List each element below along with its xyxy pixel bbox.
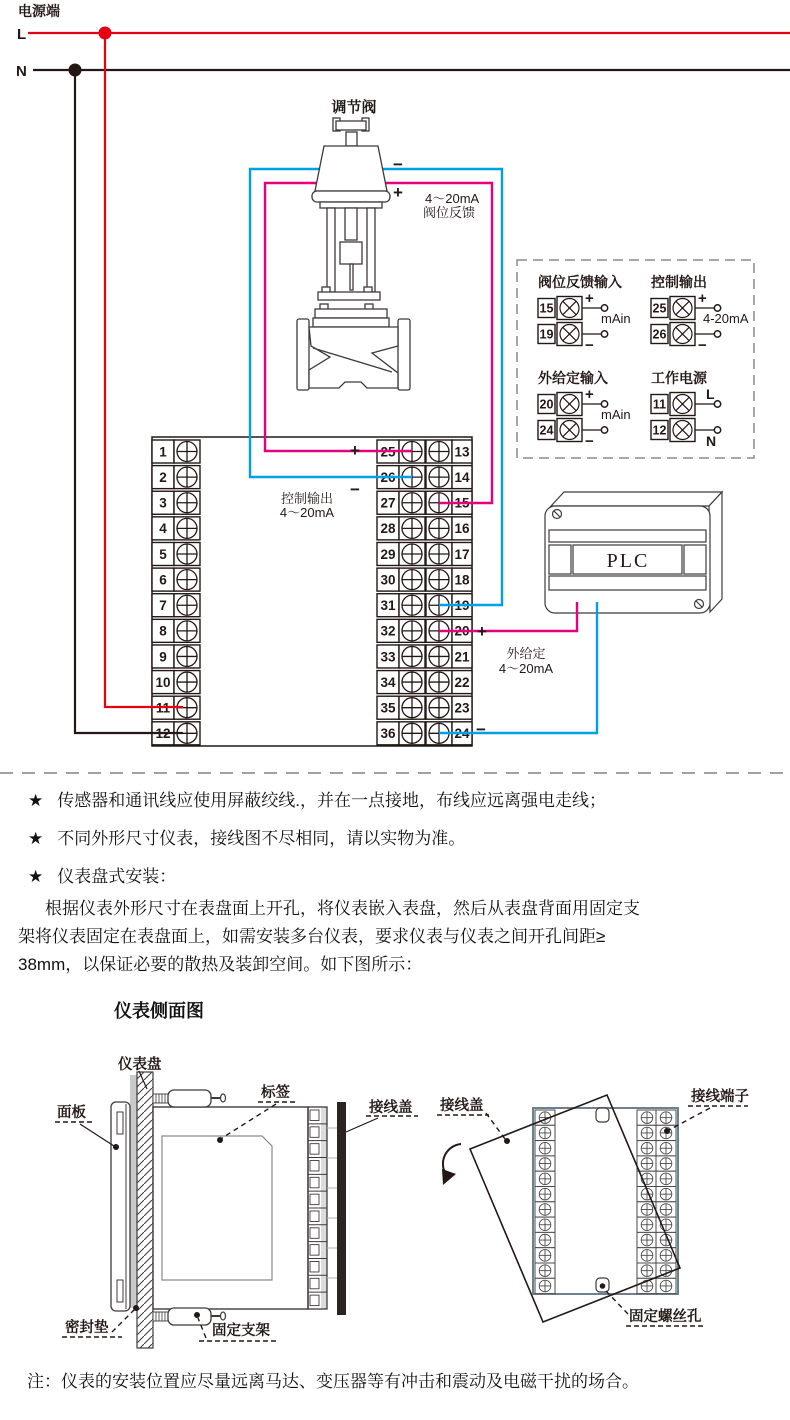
legend-terminal-11-label: 11: [652, 397, 667, 412]
stack-screw-cell: [310, 1245, 319, 1256]
valve-minus-sign: −: [393, 155, 403, 174]
valve-stem-upper: [345, 208, 357, 240]
bonnet-plate-1: [315, 309, 387, 318]
neutral-label: N: [16, 63, 27, 80]
terminal-34-label: 34: [380, 674, 396, 690]
terminal-21-label: 21: [454, 649, 470, 665]
actuator-base: [312, 191, 390, 202]
terminal-24-label: 24: [454, 726, 470, 742]
yoke-column-left: [327, 208, 335, 292]
legend-terminal-15-label: 15: [539, 301, 554, 316]
label-area: [162, 1136, 272, 1280]
bullet-3: [28, 865, 768, 888]
pipe-flange-left: [297, 319, 309, 390]
terminal-11-label: 11: [155, 700, 171, 716]
legend-group-3: [651, 370, 721, 449]
star-icon: ★: [28, 791, 44, 810]
legend-tag-11: L: [706, 386, 715, 402]
terminal-36-label: 36: [380, 726, 396, 742]
handwheel-bar: [336, 121, 366, 130]
legend-title-3: 工作电源: [651, 370, 707, 386]
yoke-top-plate: [320, 202, 382, 208]
gasket-callout-leader: [112, 1310, 134, 1332]
terminal-4-label: 4: [159, 521, 167, 537]
legend-terminal-19-label: 19: [539, 327, 554, 342]
paragraph-line-1: 根据仪表外形尺寸在表盘面上开孔，将仪表嵌入表盘，然后从表盘背面用固定支: [45, 899, 640, 918]
cover-callout-right: 接线盖: [440, 1098, 484, 1114]
terminal-cover-bar: [337, 1102, 346, 1315]
legend-lead-end-26: [714, 331, 720, 337]
mounting-bracket-bottom: [168, 1308, 211, 1325]
hanging-hole-top: [596, 1108, 609, 1122]
feedback-label-1: 4～20mA: [425, 191, 480, 206]
ctrl-minus-sign: −: [350, 480, 360, 499]
front-callout-leader: [80, 1124, 114, 1146]
bezel-slot-bottom: [117, 1280, 123, 1302]
stack-screw-cell: [310, 1211, 319, 1222]
terminal-35-label: 35: [380, 700, 396, 716]
panel-callout: 仪表盘: [118, 1057, 162, 1073]
rear-view: [437, 1088, 749, 1326]
terminal-10-label: 10: [155, 674, 171, 690]
legend-side-label-2: mAin: [601, 407, 631, 422]
terminal-5-label: 5: [159, 546, 167, 562]
panel-wall-hatch: [137, 1072, 153, 1348]
stack-screw-cell: [310, 1127, 319, 1138]
bullet-1: [28, 789, 768, 812]
install-paragraph: [18, 895, 778, 979]
plc-left-block: [549, 545, 571, 574]
gasket-strip: [130, 1075, 137, 1308]
terminal-32-label: 32: [380, 623, 396, 639]
bullet-1-text: 传感器和通讯线应使用屏蔽绞线.，并在一点接地，布线应远离强电走线；: [57, 791, 606, 810]
plc-label: PLC: [606, 550, 650, 572]
legend-group-1: [651, 274, 749, 354]
legend-terminal-24-label: 24: [539, 423, 554, 438]
live-label: L: [17, 26, 27, 43]
screw-hole-dot: [600, 1283, 606, 1289]
stack-screw-cell: [310, 1144, 319, 1155]
terminal-33-label: 33: [380, 649, 396, 665]
legend-tag-15: +: [585, 290, 594, 307]
terminal-29-label: 29: [380, 546, 396, 562]
legend-lead-end-11: [714, 401, 720, 407]
legend-terminal-20-label: 20: [539, 397, 554, 412]
stack-screw-cell: [310, 1228, 319, 1239]
terminal-1-label: 1: [159, 444, 167, 460]
legend-tag-24: −: [585, 433, 594, 450]
legend-title-0: 阀位反馈输入: [538, 274, 622, 290]
legend-side-label-0: mAin: [601, 311, 631, 326]
legend-terminal-12-label: 12: [652, 423, 667, 438]
stack-screw-cell: [310, 1295, 319, 1306]
bracket-screw-head-top: [221, 1094, 226, 1102]
screw-hole-callout: 固定螺丝孔: [629, 1309, 702, 1325]
legend-group-0: [538, 274, 631, 354]
plc-top-face: [551, 492, 722, 506]
terminal-22-label: 22: [454, 674, 470, 690]
stack-screw-cell: [310, 1261, 319, 1272]
stem-coupling: [340, 242, 362, 264]
legend-side-label-1: 4-20mA: [703, 311, 749, 326]
terminal-8-label: 8: [159, 623, 167, 639]
legend-terminal-25-label: 25: [652, 301, 667, 316]
plc-box: [545, 492, 722, 613]
terminal-25-label: 25: [380, 444, 396, 460]
terminal-16-label: 16: [454, 521, 470, 537]
ctrl-plus-sign: +: [350, 441, 360, 460]
bullet-2: [28, 827, 768, 850]
terminal-12-label: 12: [155, 726, 171, 742]
plc-right-face: [709, 492, 722, 612]
bullet-3-text: 仪表盘式安装：: [57, 867, 177, 886]
terminal-17-label: 17: [454, 546, 470, 562]
bracket-callout: 固定支架: [212, 1323, 270, 1339]
stack-screw-cell: [310, 1194, 319, 1205]
legend-title-2: 外给定输入: [538, 370, 608, 386]
terminal-31-label: 31: [380, 598, 396, 614]
gasket-callout: 密封垫: [65, 1320, 109, 1336]
rotation-arrow-head: [442, 1169, 456, 1185]
terminal-callout-dot: [664, 1128, 670, 1134]
valve-plus-sign: +: [393, 183, 403, 202]
legend-tag-19: −: [585, 337, 594, 354]
legend-terminal-26-label: 26: [652, 327, 667, 342]
tag-callout: 标签: [261, 1085, 290, 1101]
terminal-28-label: 28: [380, 521, 396, 537]
front-callout-dot: [113, 1144, 119, 1150]
terminal-20-label: 20: [454, 623, 470, 639]
legend-tag-25: +: [698, 290, 707, 307]
terminal-6-label: 6: [159, 572, 167, 588]
terminal-27-label: 27: [380, 495, 396, 511]
bracket-thread-top: [153, 1094, 168, 1103]
terminal-3-label: 3: [159, 495, 167, 511]
plc-top-strip: [549, 530, 706, 542]
cover-callout-left: 接线盖: [369, 1100, 413, 1116]
terminal-13-label: 13: [454, 444, 470, 460]
side-view-heading: 仪表侧面图: [114, 1001, 204, 1021]
mounting-bracket-top: [168, 1090, 211, 1107]
legend-groups: [538, 274, 749, 450]
star-icon: ★: [28, 867, 44, 886]
terminal-2-label: 2: [159, 469, 167, 485]
bezel-slot-top: [117, 1112, 123, 1134]
ext-minus-sign: −: [476, 720, 486, 739]
terminal-19-label: 19: [454, 598, 470, 614]
bracket-callout-dot: [194, 1312, 200, 1318]
feedback-label-2: 阀位反馈: [423, 205, 476, 220]
valve-title: 调节阀: [331, 99, 377, 116]
stack-screw-cell: [310, 1160, 319, 1171]
terminal-callout: 接线端子: [691, 1089, 749, 1105]
ctrl-label-2: 4～20mA: [279, 505, 335, 520]
handwheel-stem: [346, 132, 357, 146]
bonnet-plate-2: [313, 318, 389, 327]
plc-bottom-strip: [549, 576, 706, 590]
terminal-block: [152, 437, 472, 746]
cover-callout-right-leader: [486, 1113, 505, 1139]
legend-tag-12: N: [706, 433, 717, 449]
terminal-7-label: 7: [159, 598, 167, 614]
paragraph-line-2: 架将仪表固定在表盘面上，如需安装多台仪表，要求仪表与仪表之间开孔间距≥: [18, 927, 606, 946]
footnote: 注：仪表的安装位置应尽量远离马达、变压器等有冲击和震动及电磁干扰的场合。: [27, 1372, 639, 1391]
cover-callout-right-dot: [504, 1138, 510, 1144]
front-callout: 面板: [57, 1105, 86, 1121]
legend-lead-end-24: [601, 427, 607, 433]
legend-title-1: 控制输出: [651, 274, 707, 290]
valve-stem-lower: [350, 264, 353, 290]
pipe-flange-right: [398, 319, 410, 390]
terminal-30-label: 30: [380, 572, 396, 588]
bracket-screw-head-bottom: [221, 1312, 226, 1320]
terminal-23-label: 23: [454, 700, 470, 716]
ext-plus-sign: +: [477, 622, 487, 641]
legend-tag-26: −: [698, 337, 707, 354]
yoke-bottom-plate: [318, 292, 380, 300]
legend-lead-end-19: [601, 331, 607, 337]
yoke-column-right: [367, 208, 375, 292]
side-view: [55, 1055, 418, 1348]
cover-callout-left-leader: [346, 1118, 378, 1132]
control-valve: [297, 98, 410, 390]
paragraph-line-3: 38mm，以保证必要的散热及装卸空间。如下图所示：: [18, 955, 423, 974]
actuator-housing: [315, 146, 387, 191]
ctrl-label-1: 控制输出: [280, 491, 334, 506]
bracket-thread-bottom: [153, 1312, 168, 1321]
terminal-26-label: 26: [380, 469, 396, 485]
terminal-18-label: 18: [454, 572, 470, 588]
notes-bullets: [28, 789, 768, 903]
gasket-callout-dot: [133, 1305, 139, 1311]
ext-label-1: 外给定: [506, 646, 546, 661]
stack-screw-cell: [310, 1110, 319, 1121]
terminal-9-label: 9: [159, 649, 167, 665]
legend-group-2: [538, 370, 631, 450]
legend-tag-20: +: [585, 386, 594, 403]
cover-ladder: [327, 1128, 337, 1278]
terminal-legend: [517, 260, 754, 458]
terminal-15-label: 15: [454, 495, 470, 511]
valve-body: [309, 327, 398, 388]
plc-right-block: [684, 545, 706, 574]
ext-label-2: 4～20mA: [498, 661, 554, 676]
power-rails: [16, 3, 790, 80]
star-icon: ★: [28, 829, 44, 848]
stack-screw-cell: [310, 1177, 319, 1188]
stack-screw-cell: [310, 1278, 319, 1289]
bullet-2-text: 不同外形尺寸仪表，接线图不尽相同，请以实物为准。: [57, 829, 466, 848]
terminal-14-label: 14: [454, 469, 470, 485]
power-terminal-label: 电源端: [18, 3, 60, 19]
tag-callout-dot: [217, 1137, 223, 1143]
